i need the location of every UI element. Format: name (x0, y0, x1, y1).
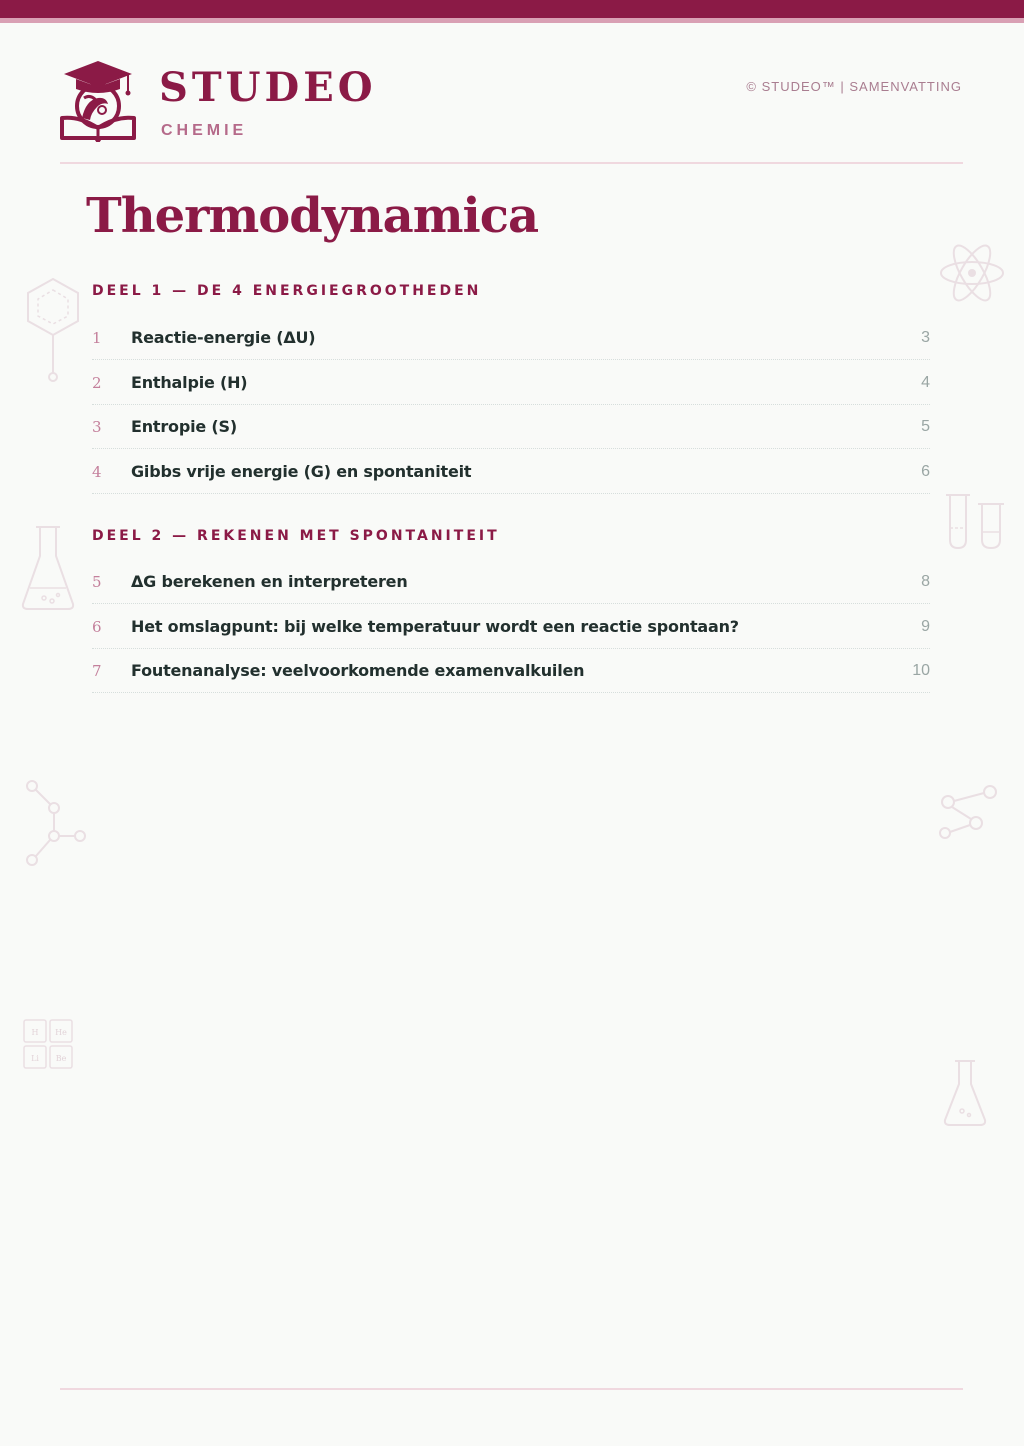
toc-entry-page: 5 (921, 418, 930, 435)
toc-entry-page: 9 (921, 618, 930, 635)
toc-entry-page: 3 (921, 329, 930, 346)
top-accent-stripe (0, 18, 1024, 23)
toc-entry-number: 1 (92, 329, 102, 347)
toc-entry-title: Entropie (S) (131, 417, 237, 436)
section-heading-2: DEEL 2 — REKENEN MET SPONTANITEIT (92, 528, 500, 544)
periodic-tile-h: H (31, 1028, 39, 1037)
toc-entry-number: 5 (92, 573, 102, 591)
toc-entry[interactable] (92, 316, 930, 360)
toc-entry-page: 6 (921, 463, 930, 480)
toc-entry-number: 2 (92, 374, 102, 392)
toc-entry-page: 10 (912, 662, 930, 679)
page-title: Thermodynamica (86, 188, 539, 244)
toc-entry-title: Foutenanalyse: veelvoorkomende examenvalkuilen (131, 661, 585, 680)
graduation-cap-book-logo-icon (60, 60, 136, 142)
toc-entry-page: 4 (921, 374, 930, 391)
toc-entry-title: ΔG berekenen en interpreteren (131, 572, 408, 591)
toc-entry[interactable] (92, 649, 930, 693)
molecule-branch-icon (22, 776, 90, 870)
toc-entry[interactable] (92, 405, 930, 449)
periodic-tile-li: Li (31, 1054, 39, 1063)
toc-entry-title: Enthalpie (H) (131, 373, 248, 392)
subject-label: CHEMIE (161, 122, 248, 139)
toc-entry-title: Het omslagpunt: bij welke temperatuur wordt een reactie spontaan? (131, 617, 739, 636)
top-accent-bar (0, 0, 1024, 18)
toc-entry[interactable] (92, 605, 930, 649)
erlenmeyer-flask-icon (20, 524, 76, 612)
atom-icon (938, 242, 1006, 304)
toc-entry-page: 8 (921, 573, 930, 590)
flask-small-icon (942, 1058, 988, 1128)
toc-entry[interactable] (92, 361, 930, 405)
header-divider (60, 162, 963, 164)
brand-name: STUDEO (159, 64, 377, 111)
test-tubes-icon (944, 492, 1006, 552)
toc-entry-number: 6 (92, 618, 102, 636)
toc-entry-number: 3 (92, 418, 102, 436)
toc-entry-number: 7 (92, 662, 102, 680)
section-heading-1: DEEL 1 — DE 4 ENERGIEGROOTHEDEN (92, 283, 482, 299)
toc-entry-number: 4 (92, 463, 102, 481)
periodic-tile-he: He (55, 1028, 67, 1037)
toc-entry-title: Gibbs vrije energie (G) en spontaniteit (131, 462, 472, 481)
toc-entry[interactable] (92, 560, 930, 604)
toc-entry-title: Reactie-energie (ΔU) (131, 328, 316, 347)
periodic-tile-be: Be (55, 1054, 67, 1063)
periodic-table-icon (22, 1018, 76, 1072)
toc-entry[interactable] (92, 450, 930, 494)
hexagon-molecule-icon (24, 276, 82, 384)
header-meta: © STUDEO™ | SAMENVATTING (746, 79, 962, 94)
footer-divider (60, 1388, 963, 1390)
molecule-share-icon (934, 782, 998, 844)
